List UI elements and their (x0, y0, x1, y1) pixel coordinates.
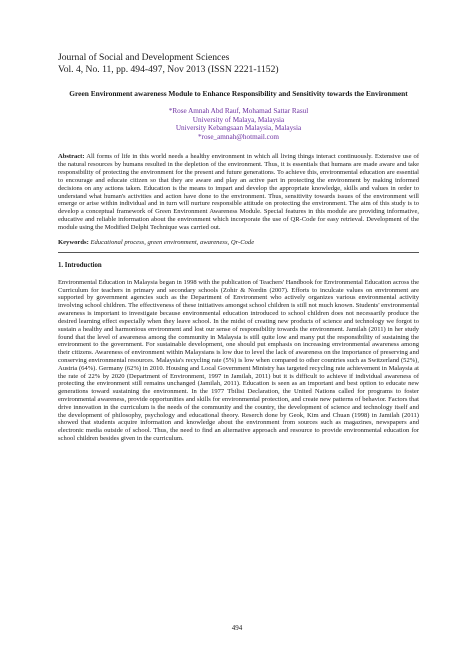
keywords-text: Educational process, green environment, awareness, Qr-Code (90, 238, 255, 246)
introduction-text: Environmental Education in Malaysia began in 1998 with the publication of Teachers' Handbook for Environmental Education across the Curriculum for teachers in primary and secondary schools (Zohir & Nordin (2007). Efforts to inculcate values on environment are supported by government agencies such as the Department of Environment who actively organizes various environmental activity involving school children. The effectiveness of these initiatives amongst school children is still not much known. Students' environmental awareness is important to investigate because environmental education introduced to school children does not necessarily produce the desired learning effect especially when they leave school. In the midst of creating new products of science and technology we forgot to sustain a healthy and harmonious environment and lost our sense of responsibiltiy towards the environment. Jamilah (2011) in her study found that the level of awareness among the community in Malaysia is still quite low and many put the responsibility of sustaining the environment to the government. For sustainable development, one should put emphasis on increasing environmental awareness among their citizens. Awareness of environment within Malaysians is low due to level the lack of awareness on the importance of preserving and conserving environmental resources. Malaysia's recycling rate (5%) is low when compared to other countries such as Switzerland (52%), Austria (64%). Germany (62%) in 2010. Housing and Local Government Ministry has targeted recycling rate achievement in Malaysia at the rate of 22% by 2020 (Department of Environment, 1997 in Jamilah, 2011) but it is difficult to achieve if individual awareness of protecting the environment still remains unchanged (Jamilah, 2011). Education is seen as an important and best option to educate new generations toward sustaining the environment. In the 1977 Tbilisi Declaration, the United Nations called for programs to foster environmental awareness, provide opportunities and skills for environmental protection, and create new patterns of behavior. Factors that drive innovation in the curriculum is the needs of the community and the country, the development of science and technology itself and the development of philosophy, psychology and educational theory. Reserch done by Geok, Kim and Chuan (1998) in Jamilah (2011) showed that students acquire information and knowledge about the environment from sources such as magazines, newspapers and electronic media outside of school. Thus, the need to find an alternative approach and resource to provide environmental education for school children besides given in the curriculum. (58, 278, 419, 443)
journal-title: Journal of Social and Development Sciences (58, 52, 230, 63)
abstract-text: All forms of life in this world needs a healthy environment in which all living things interact continuously. Extensive use of the natural resources by humans resulted in the depletion of the environment. Thus, it is essentials that humans are made aware and take responsibility of protecting the environment for the present and future generations. To achieve this, environmental education are essential to encourage and educate citizen so that they are aware and play an active part in protecting the environment by making informed decisions on any actions taken. Education is the means to impart and develop the appropriate knowledge, skills and values in order to understand what human's activities and action have done to the environment. Thus, sensitivity towards issues of the environment will emerge or arise within individual and in turn will nurture responsible attitude on protecting the environment. The aim of this study is to develop a conceptual framework of Green Environment Awareness Module. Special features in this module are providing informative, educative and reliable information about the environment which incorporate the use of QR-Code for easy retrieval. Development of the module using the Modified Delphi Technique was carried out. (58, 153, 419, 231)
page-number: 494 (231, 624, 243, 632)
abstract (58, 153, 419, 231)
keywords-label: Keywords: (58, 238, 89, 246)
section-divider (58, 252, 419, 253)
keywords (58, 239, 419, 247)
author-affiliation-2: University Kebangsaan Malaysia, Malaysia (175, 124, 302, 133)
journal-volume-info: Vol. 4, No. 11, pp. 494-497, Nov 2013 (ISSN 2221-1152) (58, 63, 279, 75)
abstract-label: Abstract: (58, 153, 85, 161)
author-email[interactable]: *rose_amnah@hotmail.com (197, 132, 280, 141)
introduction-heading: 1. Introduction (58, 261, 102, 269)
paper-title: Green Environment awareness Module to Enhance Responsibility and Sensitivity towards the Environment (69, 89, 408, 98)
paper-page (58, 52, 419, 443)
author-names: *Rose Amnah Abd Rauf, Mohamad Sattar Rasul (168, 107, 309, 115)
author-block (58, 107, 419, 141)
author-affiliation-1: University of Malaya, Malaysia (192, 115, 285, 124)
